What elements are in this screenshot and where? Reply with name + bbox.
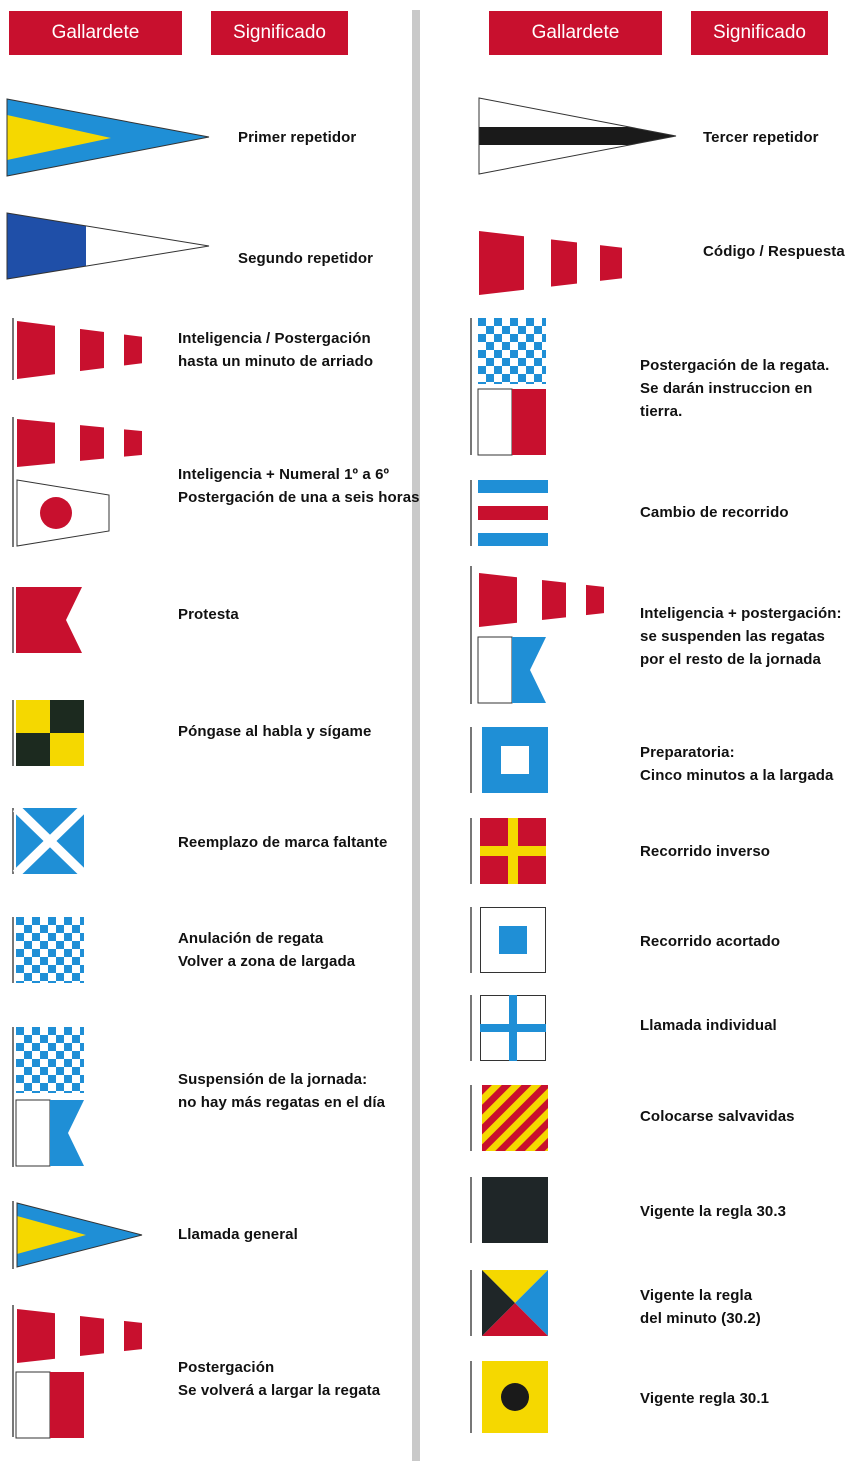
flag-pole bbox=[12, 1201, 14, 1269]
flag-pole bbox=[12, 587, 14, 653]
flag-n-icon bbox=[16, 1027, 84, 1093]
header-flag-right: Gallardete bbox=[489, 11, 662, 55]
flag-pole bbox=[470, 1270, 472, 1336]
second-substitute-pennant-icon bbox=[6, 212, 211, 280]
first-substitute-pennant-icon bbox=[16, 1202, 144, 1268]
flag-pole bbox=[470, 1361, 472, 1433]
flag-s-icon bbox=[480, 907, 546, 973]
flag-p-icon bbox=[482, 727, 548, 793]
header-meaning-left: Significado bbox=[211, 11, 348, 55]
meaning-shortened-course: Recorrido acortado bbox=[640, 933, 781, 950]
meaning-abandonment: Anulación de regata Volver a zona de largada bbox=[178, 930, 356, 970]
black-flag-icon bbox=[482, 1177, 548, 1243]
meaning-answering-postponement: Inteligencia / Postergación hasta un minuto de arriado bbox=[178, 330, 374, 370]
flag-h-icon bbox=[16, 1372, 84, 1438]
flag-h-icon bbox=[478, 389, 546, 455]
meaning-code-answer: Código / Respuesta bbox=[703, 243, 845, 260]
meaning-mark-replacement: Reemplazo de marca faltante bbox=[178, 834, 388, 851]
meaning-general-recall: Llamada general bbox=[178, 1226, 298, 1243]
flag-n-icon bbox=[16, 917, 84, 983]
flag-pole bbox=[470, 727, 472, 793]
meaning-answering-numeral: Inteligencia + Numeral 1º a 6º Postergación de una a seis horas bbox=[178, 466, 420, 506]
meaning-day-suspension: Suspensión de la jornada: no hay más regatas en el día bbox=[178, 1071, 386, 1111]
first-substitute-pennant-icon bbox=[6, 98, 211, 178]
flag-pole bbox=[470, 818, 472, 884]
flag-pole bbox=[12, 808, 14, 874]
third-substitute-pennant-icon bbox=[478, 97, 678, 175]
flag-pole bbox=[12, 417, 14, 547]
meaning-rule-30-1: Vigente regla 30.1 bbox=[640, 1390, 770, 1407]
flag-l-icon bbox=[16, 700, 84, 766]
meaning-reverse-course: Recorrido inverso bbox=[640, 843, 771, 860]
flag-y-icon bbox=[482, 1085, 548, 1151]
flag-pole bbox=[470, 907, 472, 973]
meaning-answering-rest-of-day: Inteligencia + postergación: se suspenden las regatas por el resto de la jornada bbox=[640, 605, 842, 668]
meaning-course-change: Cambio de recorrido bbox=[640, 504, 789, 521]
flag-pole bbox=[470, 480, 472, 546]
flag-pole bbox=[470, 566, 472, 704]
flag-m-icon bbox=[16, 808, 84, 874]
header-meaning-right: Significado bbox=[691, 11, 828, 55]
flag-pole bbox=[470, 1085, 472, 1151]
answering-pennant-icon bbox=[478, 230, 635, 296]
meaning-second-substitute: Segundo repetidor bbox=[238, 250, 374, 267]
column-divider bbox=[412, 10, 420, 1461]
meaning-postponement-ashore: Postergación de la regata. Se darán instruccion en tierra. bbox=[640, 357, 830, 420]
flag-c-icon bbox=[478, 480, 548, 546]
flag-pole bbox=[470, 995, 472, 1061]
flag-z-icon bbox=[482, 1270, 548, 1336]
meaning-preparatory: Preparatoria: Cinco minutos a la largada bbox=[640, 744, 834, 784]
flag-i-icon bbox=[482, 1361, 548, 1433]
flag-a-icon bbox=[16, 1100, 84, 1166]
meaning-postponement-restart: Postergación Se volverá a largar la regata bbox=[178, 1359, 381, 1399]
meaning-protest: Protesta bbox=[178, 606, 239, 623]
flag-pole bbox=[12, 700, 14, 766]
answering-pennant-icon bbox=[478, 572, 616, 628]
numeral-pennant-icon bbox=[16, 479, 111, 547]
flag-b-icon bbox=[16, 587, 84, 653]
flag-pole bbox=[470, 318, 472, 455]
flag-n-icon bbox=[478, 318, 546, 384]
answering-pennant-icon bbox=[16, 418, 154, 468]
meaning-first-substitute: Primer repetidor bbox=[238, 129, 357, 146]
answering-pennant-icon bbox=[16, 1308, 154, 1364]
meaning-third-substitute: Tercer repetidor bbox=[703, 129, 819, 146]
flag-pole bbox=[12, 1305, 14, 1437]
flag-pole bbox=[12, 318, 14, 380]
meaning-rule-30-2: Vigente la regla del minuto (30.2) bbox=[640, 1287, 761, 1327]
flag-pole bbox=[12, 1027, 14, 1167]
meaning-follow-me: Póngase al habla y sígame bbox=[178, 723, 372, 740]
answering-pennant-icon bbox=[16, 320, 154, 380]
flag-pole bbox=[12, 917, 14, 983]
header-flag-left: Gallardete bbox=[9, 11, 182, 55]
flag-x-icon bbox=[480, 995, 546, 1061]
flag-pole bbox=[470, 1177, 472, 1243]
flag-a-icon bbox=[478, 637, 546, 703]
meaning-lifejackets: Colocarse salvavidas bbox=[640, 1108, 795, 1125]
flag-r-icon bbox=[480, 818, 546, 884]
meaning-rule-30-3: Vigente la regla 30.3 bbox=[640, 1203, 787, 1220]
meaning-individual-recall: Llamada individual bbox=[640, 1017, 777, 1034]
